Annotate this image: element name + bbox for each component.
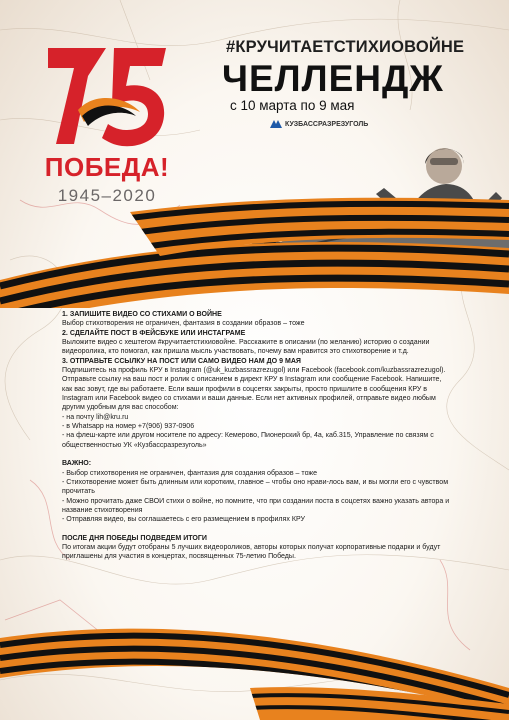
spacer [62,525,450,534]
victory-years: 1945–2020 [57,186,157,205]
st-george-ribbon-top [0,196,509,308]
challenge-rules-text [62,310,450,562]
spacer [62,450,450,459]
results-title: ПОСЛЕ ДНЯ ПОБЕДЫ ПОДВЕДЕМ ИТОГИ [62,534,207,542]
important-item-3: - Можно прочитать даже СВОИ стихи о войне, но помните, что при создании поста в соцсетях важно указать автора и название стихотворения [62,497,450,514]
challenge-dates: с 10 марта по 9 мая [230,98,355,113]
victory-title: ПОБЕДА! [44,152,170,182]
important-item-1: - Выбор стихотворения не ограничен, фантазия для создания образов – тоже [62,469,318,477]
contact-address: - на флеш-карте или другом носителе по адресу: Кемерово, Пионерский бр, 4а, каб.315, Управление по связям с общественностью УК «Кузбассразрезуголь» [62,432,434,449]
victory-75-logo [22,40,192,220]
step-1-title: 1. ЗАПИШИТЕ ВИДЕО СО СТИХАМИ О ВОЙНЕ [62,311,222,318]
step-2-text: Выложите видео с хештегом #кручитаетстихиовойне. Расскажите в описании (по желанию) историю о создании видеоролика, кто помогал, как пришла мысль участвовать, почему вам нравится это стихотворение и т.д. [62,339,430,356]
contact-email: - на почту lih@kru.ru [62,413,129,421]
important-item-4: - Отправляя видео, вы соглашаетесь с его размещением в профилях КРУ [62,516,305,524]
step-2-title: 2. СДЕЛАЙТЕ ПОСТ В ФЕЙСБУКЕ ИЛИ ИНСТАГРАМЕ [62,329,246,337]
contact-whatsapp: - в Whatsapp на номер +7(906) 937-0906 [62,423,195,431]
step-3-text: Подпишитесь на профиль КРУ в Instagram (@uk_kuzbassrazrezugol) или Facebook (facebook.com/kuzbassrazrezugol). Отправьте ссылку на ваш пост и ролик с описанием в директ КРУ в Instagram или сообщение Facebook. Напишите, как вас зовут, где вы работаете. Если ваши профили в соцсетях закрыты, просто пришлите в сообщения КРУ в Instagram или Facebook видео со стихами и ваши данные. Если нет активных профилей, отправьте видео любым другим удобным для вас способом: [62,367,446,412]
challenge-hashtag: #КРУЧИТАЕТСТИХИОВОЙНЕ [226,38,465,56]
important-item-2: - Стихотворение может быть длинным или коротким, главное – чтобы оно нрави-лось вам, и вы могли его с чувством прочитать [62,478,449,496]
step-1-text: Выбор стихотворения не ограничен, фантазия в создании образов – тоже [62,320,305,328]
step-3-title: 3. ОТПРАВЬТЕ ССЫЛКУ НА ПОСТ ИЛИ САМО ВИДЕО НАМ ДО 9 МАЯ [62,357,301,365]
number-75-graphic [44,40,172,150]
challenge-title: ЧЕЛЛЕНДЖ [222,58,444,99]
company-name: КУЗБАССРАЗРЕЗУГОЛЬ [285,120,369,128]
results-text: По итогам акции будут отобраны 5 лучших видеороликов, авторы которых получат корпоративные подарки и будут приглашены для участия в концертах, посвященных 75-летию Победы. [62,543,441,561]
important-title: ВАЖНО: [62,460,92,468]
st-george-ribbon-bottom [0,618,509,720]
